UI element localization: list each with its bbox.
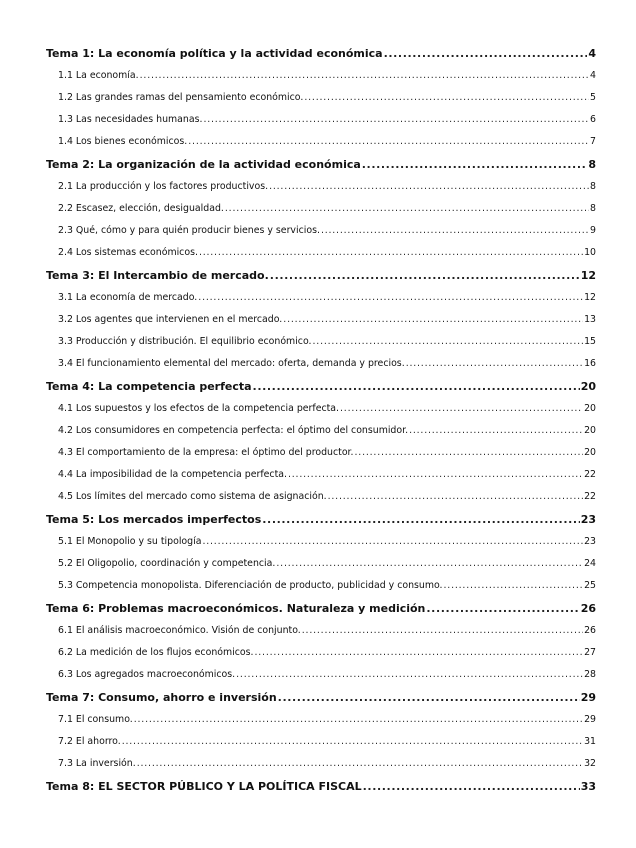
section-title: 7.1 El consumo. — [58, 714, 133, 725]
toc-section-entry[interactable] — [46, 92, 596, 112]
section-page-number: 22 — [584, 491, 596, 502]
toc-section-entry[interactable] — [46, 247, 596, 267]
section-page-number: 24 — [584, 558, 596, 569]
dot-leader — [269, 181, 589, 192]
dot-leader — [198, 292, 583, 303]
chapter-title: Tema 2: La organización de la actividad económica — [46, 158, 361, 171]
section-page-number: 20 — [584, 447, 596, 458]
section-title: 1.4 Los bienes económicos. — [58, 136, 188, 147]
toc-chapter-group — [46, 513, 596, 600]
toc-section-entry[interactable] — [46, 292, 596, 312]
toc-chapter-entry[interactable] — [46, 780, 596, 801]
section-page-number: 10 — [584, 247, 596, 258]
toc-chapter-entry[interactable] — [46, 47, 596, 68]
section-title: 6.3 Los agregados macroeconómicos. — [58, 669, 236, 680]
section-title: 1.2 Las grandes ramas del pensamiento económico. — [58, 92, 304, 103]
toc-chapter-group — [46, 780, 596, 801]
section-title: 2.2 Escasez, elección, desigualdad. — [58, 203, 224, 214]
dot-leader — [304, 92, 589, 103]
toc-chapter-group — [46, 380, 596, 511]
dot-leader — [363, 780, 580, 793]
chapter-title: Tema 4: La competencia perfecta — [46, 380, 252, 393]
toc-chapter-group — [46, 602, 596, 689]
toc-chapter-group — [46, 691, 596, 778]
section-title: 3.3 Producción y distribución. El equilibrio económico. — [58, 336, 312, 347]
section-page-number: 7 — [590, 136, 596, 147]
toc-section-entry[interactable] — [46, 758, 596, 778]
dot-leader — [362, 158, 588, 171]
dot-leader — [340, 403, 583, 414]
toc-section-entry[interactable] — [46, 203, 596, 223]
toc-chapter-entry[interactable] — [46, 380, 596, 401]
section-page-number: 25 — [584, 580, 596, 591]
section-title: 2.3 Qué, cómo y para quién producir bienes y servicios. — [58, 225, 320, 236]
section-title: 5.3 Competencia monopolista. Diferenciación de producto, publicidad y consumo. — [58, 580, 443, 591]
section-page-number: 20 — [584, 403, 596, 414]
toc-chapter-group — [46, 269, 596, 378]
chapter-title: Tema 8: EL SECTOR PÚBLICO Y LA POLÍTICA FISCAL — [46, 780, 362, 793]
dot-leader — [202, 536, 583, 547]
dot-leader — [302, 625, 583, 636]
toc-section-entry[interactable] — [46, 358, 596, 378]
toc-section-entry[interactable] — [46, 669, 596, 689]
section-page-number: 32 — [584, 758, 596, 769]
dot-leader — [140, 70, 589, 81]
dot-leader — [225, 203, 589, 214]
chapter-page-number: 26 — [580, 602, 596, 615]
section-page-number: 27 — [584, 647, 596, 658]
dot-leader — [236, 669, 583, 680]
dot-leader — [278, 691, 580, 704]
dot-leader — [409, 425, 583, 436]
dot-leader — [384, 47, 588, 60]
section-page-number: 16 — [584, 358, 596, 369]
section-title: 1.1 La economía. — [58, 70, 139, 81]
toc-section-entry[interactable] — [46, 447, 596, 467]
toc-section-entry[interactable] — [46, 136, 596, 156]
section-page-number: 23 — [584, 536, 596, 547]
chapter-page-number: 23 — [580, 513, 596, 526]
toc-section-entry[interactable] — [46, 403, 596, 423]
dot-leader — [203, 114, 589, 125]
chapter-page-number: 8 — [588, 158, 596, 171]
section-title: 4.1 Los supuestos y los efectos de la competencia perfecta. — [58, 403, 340, 414]
section-page-number: 8 — [590, 181, 596, 192]
chapter-title: Tema 3: El Intercambio de mercado. — [46, 269, 269, 282]
toc-section-entry[interactable] — [46, 536, 596, 556]
section-title: 4.5 Los límites del mercado como sistema de asignación. — [58, 491, 327, 502]
toc-section-entry[interactable] — [46, 225, 596, 245]
section-page-number: 29 — [584, 714, 596, 725]
toc-section-entry[interactable] — [46, 625, 596, 645]
chapter-title: Tema 7: Consumo, ahorro e inversión — [46, 691, 277, 704]
section-title: 3.2 Los agentes que intervienen en el mercado. — [58, 314, 283, 325]
section-page-number: 9 — [590, 225, 596, 236]
chapter-page-number: 12 — [580, 269, 596, 282]
section-title: 5.2 El Oligopolio, coordinación y competencia. — [58, 558, 276, 569]
toc-chapter-entry[interactable] — [46, 513, 596, 534]
section-page-number: 8 — [590, 203, 596, 214]
dot-leader — [288, 469, 583, 480]
section-page-number: 5 — [590, 92, 596, 103]
dot-leader — [199, 247, 583, 258]
section-title: 6.2 La medición de los flujos económicos. — [58, 647, 254, 658]
toc-section-entry[interactable] — [46, 647, 596, 667]
chapter-page-number: 4 — [588, 47, 596, 60]
table-of-contents — [46, 45, 596, 801]
toc-section-entry[interactable] — [46, 114, 596, 134]
dot-leader — [253, 380, 580, 393]
dot-leader — [283, 314, 583, 325]
section-page-number: 26 — [584, 625, 596, 636]
dot-leader — [321, 225, 589, 236]
chapter-page-number: 20 — [580, 380, 596, 393]
section-page-number: 6 — [590, 114, 596, 125]
toc-chapter-group — [46, 47, 596, 156]
toc-section-entry[interactable] — [46, 714, 596, 734]
section-title: 1.3 Las necesidades humanas. — [58, 114, 203, 125]
toc-section-entry[interactable] — [46, 491, 596, 511]
section-page-number: 13 — [584, 314, 596, 325]
section-page-number: 4 — [590, 70, 596, 81]
dot-leader — [270, 269, 580, 282]
toc-section-entry[interactable] — [46, 314, 596, 334]
section-page-number: 20 — [584, 425, 596, 436]
toc-section-entry[interactable] — [46, 558, 596, 578]
dot-leader — [137, 758, 583, 769]
toc-section-entry[interactable] — [46, 425, 596, 445]
toc-chapter-entry[interactable] — [46, 602, 596, 623]
toc-chapter-group — [46, 158, 596, 267]
toc-section-entry[interactable] — [46, 736, 596, 756]
toc-section-entry[interactable] — [46, 469, 596, 489]
dot-leader — [134, 714, 583, 725]
section-title: 2.1 La producción y los factores productivos. — [58, 181, 269, 192]
section-page-number: 31 — [584, 736, 596, 747]
chapter-page-number: 29 — [580, 691, 596, 704]
section-title: 7.3 La inversión. — [58, 758, 136, 769]
section-page-number: 28 — [584, 669, 596, 680]
section-title: 2.4 Los sistemas económicos. — [58, 247, 198, 258]
section-page-number: 22 — [584, 469, 596, 480]
dot-leader — [313, 336, 584, 347]
toc-section-entry[interactable] — [46, 580, 596, 600]
dot-leader — [262, 513, 579, 526]
section-title: 4.3 El comportamiento de la empresa: el óptimo del productor. — [58, 447, 354, 458]
toc-section-entry[interactable] — [46, 336, 596, 356]
toc-section-entry[interactable] — [46, 70, 596, 90]
section-title: 3.1 La economía de mercado. — [58, 292, 198, 303]
dot-leader — [328, 491, 583, 502]
dot-leader — [444, 580, 584, 591]
section-title: 4.4 La imposibilidad de la competencia perfecta. — [58, 469, 287, 480]
dot-leader — [122, 736, 583, 747]
section-title: 4.2 Los consumidores en competencia perfecta: el óptimo del consumidor. — [58, 425, 409, 436]
section-title: 3.4 El funcionamiento elemental del mercado: oferta, demanda y precios. — [58, 358, 405, 369]
toc-section-entry[interactable] — [46, 181, 596, 201]
chapter-title: Tema 6: Problemas macroeconómicos. Naturaleza y medición — [46, 602, 426, 615]
chapter-page-number: 33 — [580, 780, 596, 793]
section-page-number: 12 — [584, 292, 596, 303]
dot-leader — [276, 558, 583, 569]
section-title: 6.1 El análisis macroeconómico. Visión de conjunto. — [58, 625, 301, 636]
section-page-number: 15 — [584, 336, 596, 347]
section-title: 7.2 El ahorro. — [58, 736, 121, 747]
chapter-title: Tema 1: La economía política y la actividad económica — [46, 47, 383, 60]
chapter-title: Tema 5: Los mercados imperfectos — [46, 513, 262, 526]
dot-leader — [255, 647, 584, 658]
toc-chapter-entry[interactable] — [46, 691, 596, 712]
dot-leader — [426, 602, 579, 615]
dot-leader — [355, 447, 584, 458]
dot-leader — [406, 358, 583, 369]
toc-chapter-entry[interactable] — [46, 158, 596, 179]
toc-chapter-entry[interactable] — [46, 269, 596, 290]
section-title: 5.1 El Monopolio y su tipología — [58, 536, 202, 547]
dot-leader — [188, 136, 589, 147]
